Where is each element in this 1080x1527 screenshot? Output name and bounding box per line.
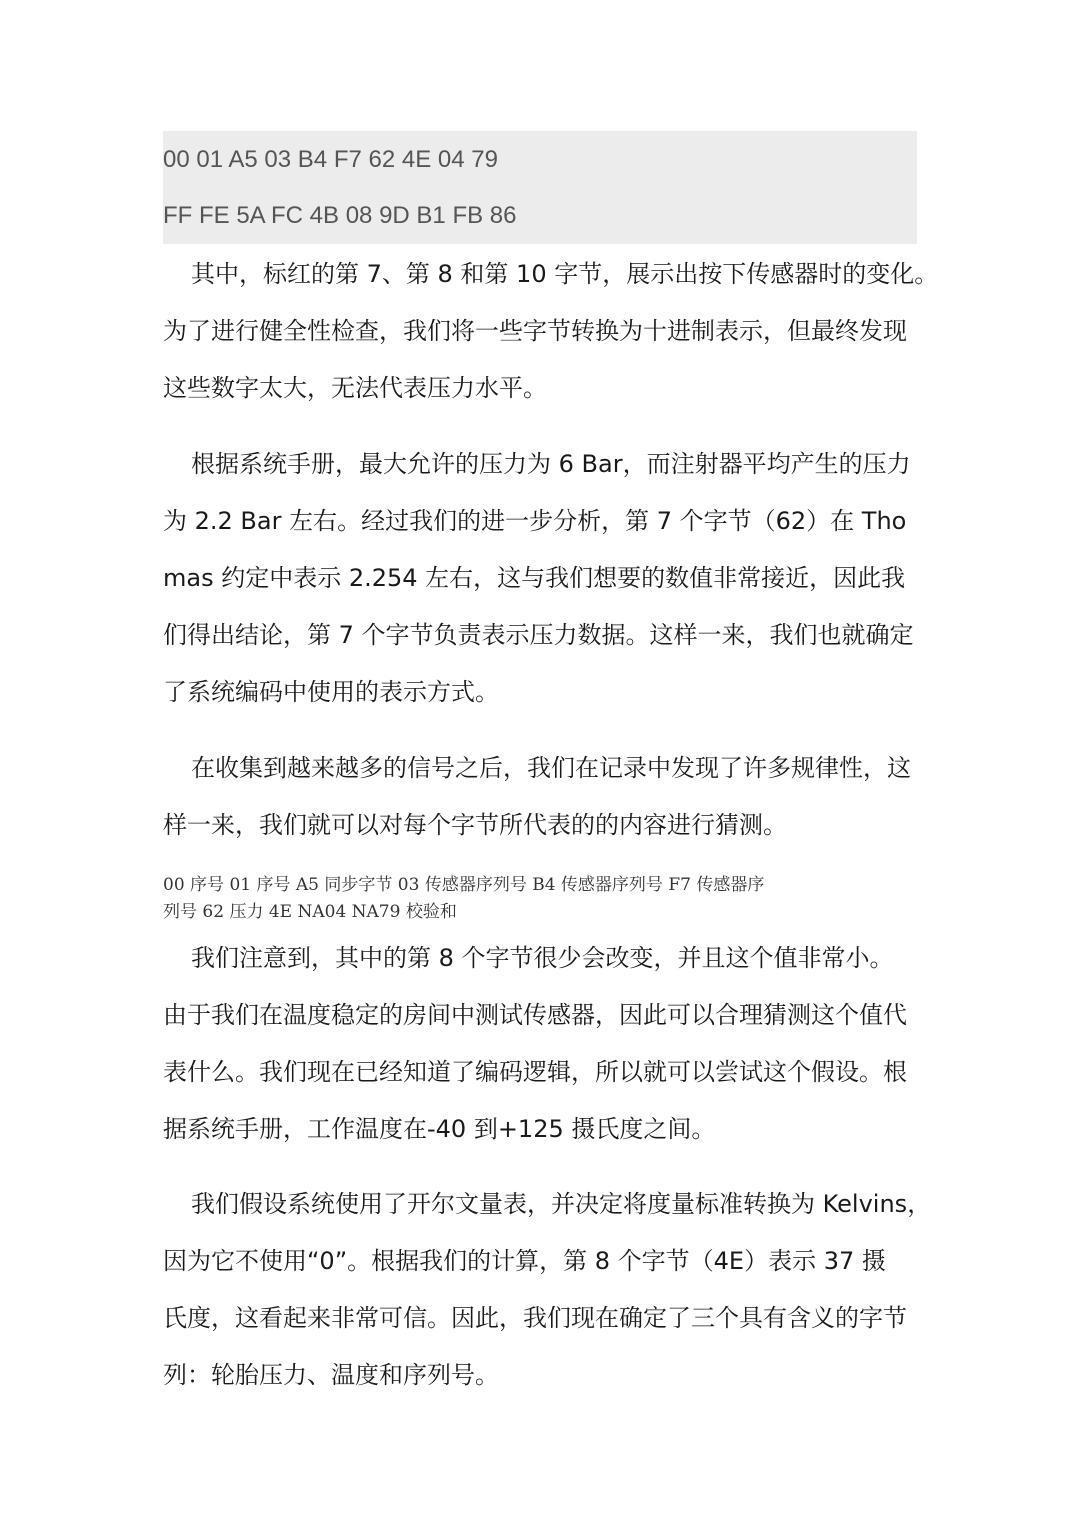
paragraph-line: 列：轮胎压力、温度和序列号。 xyxy=(163,1361,499,1389)
paragraph-line: 我们注意到，其中的第 8 个字节很少会改变，并且这个值非常小。 xyxy=(191,944,894,972)
paragraph-2 xyxy=(163,436,923,721)
hex-line-2: FF FE 5A FC 4B 08 9D B1 FB 86 xyxy=(163,202,517,229)
paragraph-1 xyxy=(163,246,939,417)
paragraph-line: 在收集到越来越多的信号之后，我们在记录中发现了许多规律性，这 xyxy=(191,754,911,782)
paragraph-line: 样一来，我们就可以对每个字节所代表的的内容进行猜测。 xyxy=(163,811,787,839)
byte-legend xyxy=(163,872,923,926)
byte-legend-line: 00 序号 01 序号 A5 同步字节 03 传感器序列号 B4 传感器序列号 F7 传感器序 xyxy=(163,875,765,895)
paragraph-line: mas 约定中表示 2.254 左右，这与我们想要的数值非常接近，因此我 xyxy=(163,564,906,592)
paragraph-line: 为 2.2 Bar 左右。经过我们的进一步分析，第 7 个字节（62）在 Tho xyxy=(163,507,907,535)
paragraph-line: 这些数字太大，无法代表压力水平。 xyxy=(163,374,547,402)
paragraph-4 xyxy=(163,930,923,1158)
paragraph-line: 氏度，这看起来非常可信。因此，我们现在确定了三个具有含义的字节 xyxy=(163,1304,907,1332)
hex-line-1: 00 01 A5 03 B4 F7 62 4E 04 79 xyxy=(163,146,498,173)
paragraph-line: 表什么。我们现在已经知道了编码逻辑，所以就可以尝试这个假设。根 xyxy=(163,1058,907,1086)
paragraph-line: 我们假设系统使用了开尔文量表，并决定将度量标准转换为 Kelvins， xyxy=(191,1190,932,1218)
paragraph-3 xyxy=(163,740,923,854)
paragraph-line: 据系统手册，工作温度在-40 到+125 摄氏度之间。 xyxy=(163,1115,716,1143)
paragraph-line: 因为它不使用“0”。根据我们的计算，第 8 个字节（4E）表示 37 摄 xyxy=(163,1247,886,1275)
paragraph-line: 们得出结论，第 7 个字节负责表示压力数据。这样一来，我们也就确定 xyxy=(163,621,914,649)
paragraph-line: 其中，标红的第 7、第 8 和第 10 字节，展示出按下传感器时的变化。 xyxy=(191,260,939,288)
paragraph-line: 根据系统手册，最大允许的压力为 6 Bar，而注射器平均产生的压力 xyxy=(191,450,911,478)
paragraph-line: 由于我们在温度稳定的房间中测试传感器，因此可以合理猜测这个值代 xyxy=(163,1001,907,1029)
paragraph-line: 了系统编码中使用的表示方式。 xyxy=(163,678,499,706)
paragraph-line: 为了进行健全性检查，我们将一些字节转换为十进制表示，但最终发现 xyxy=(163,317,907,345)
byte-legend-line: 列号 62 压力 4E NA04 NA79 校验和 xyxy=(163,902,457,922)
paragraph-5 xyxy=(163,1176,932,1404)
